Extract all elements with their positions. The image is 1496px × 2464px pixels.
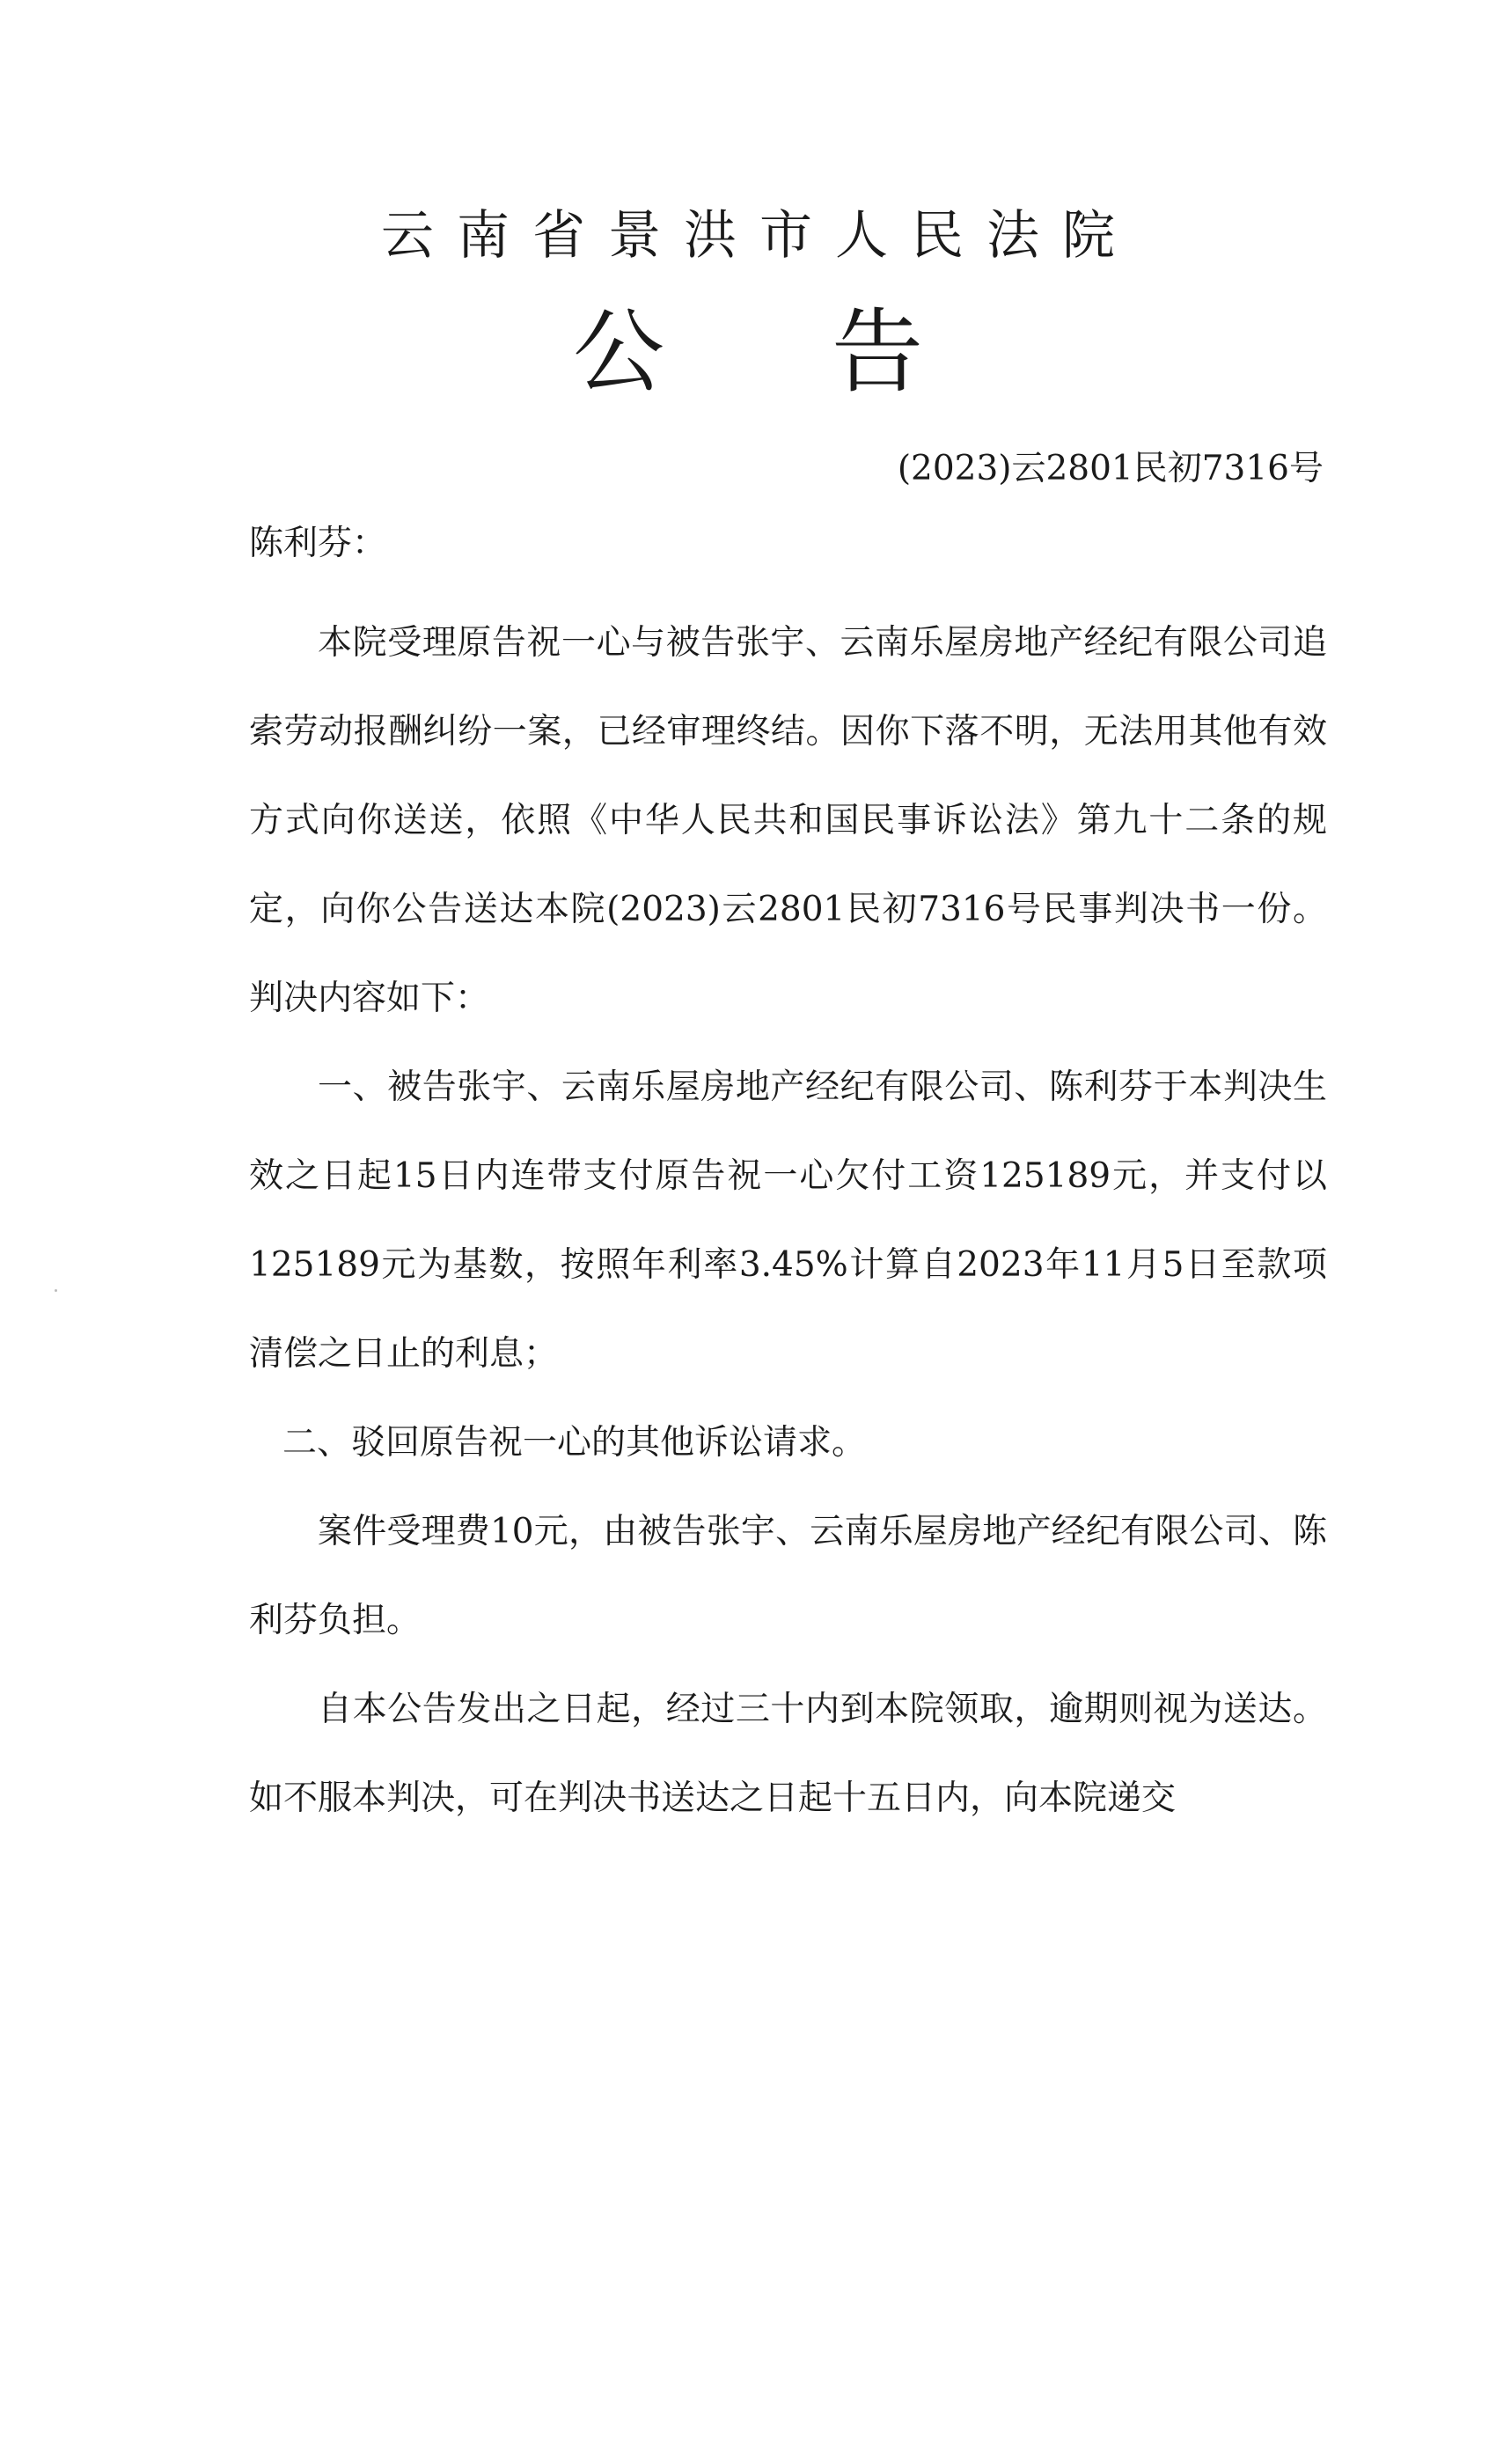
addressee: 陈利芬：: [249, 524, 387, 563]
case-number: (2023)云2801民初7316号: [897, 449, 1324, 488]
notice-body: [249, 598, 1327, 1843]
paragraph-judgment-item-1: 一、被告张宇、云南乐屋房地产经纪有限公司、陈利芬于本判决生效之日起15日内连带支付原告祝一心欠付工资125189元，并支付以125189元为基数，按照年利率3.45%计算自2023年11月5日至款项清偿之日止的利息；: [249, 1067, 1327, 1374]
paragraph-judgment-item-2: 二、驳回原告祝一心的其他诉讼请求。: [282, 1423, 867, 1463]
scan-speck: [55, 1289, 57, 1292]
paragraph-court-fee: 案件受理费10元，由被告张宇、云南乐屋房地产经纪有限公司、陈利芬负担。: [249, 1512, 1327, 1640]
court-name: 云南省景洪市人民法院: [381, 205, 1138, 267]
notice-title: 公告: [572, 298, 1090, 406]
paragraph-case-intro: 本院受理原告祝一心与被告张宇、云南乐屋房地产经纪有限公司追索劳动报酬纠纷一案，已经审理终结。因你下落不明，无法用其他有效方式向你送送，依照《中华人民共和国民事诉讼法》第九十二条的规定，向你公告送达本院(2023)云2801民初7316号民事判决书一份。判决内容如下：: [249, 623, 1327, 1018]
paragraph-service-notice: 自本公告发出之日起，经过三十内到本院领取，逾期则视为送达。如不服本判决，可在判决书送达之日起十五日内，向本院递交: [249, 1690, 1327, 1818]
